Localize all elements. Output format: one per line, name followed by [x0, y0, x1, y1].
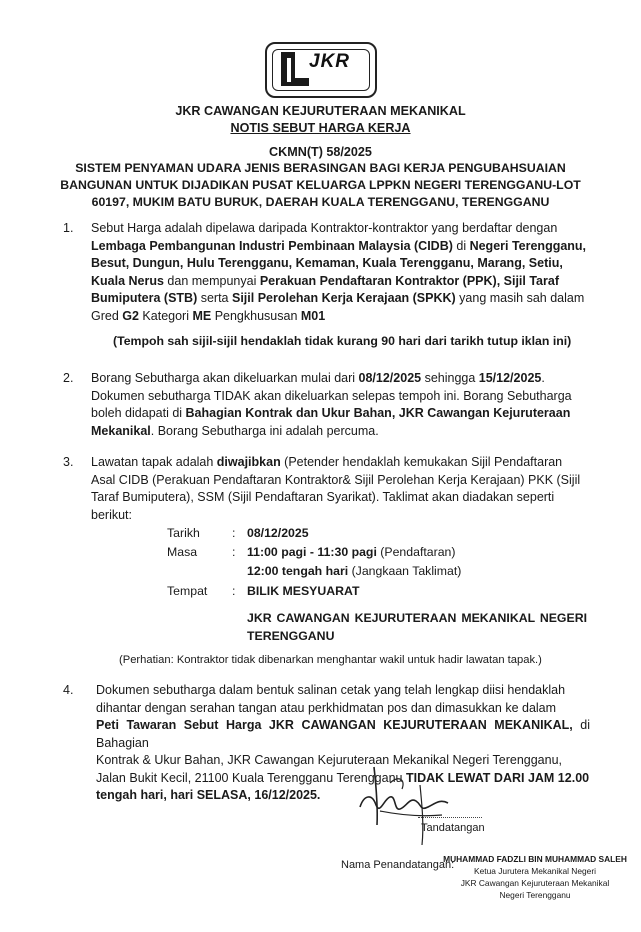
masa-value-2: 12:00 tengah hari (Jangkaan Taklimat) [247, 564, 462, 578]
reference-number: CKMN(T) 58/2025 [269, 145, 372, 159]
stamp-position: Ketua Jurutera Mekanikal Negeri [474, 866, 596, 876]
colon: : [232, 545, 236, 559]
logo-text: JKR [309, 51, 351, 72]
tandatangan-label: Tandatangan [421, 822, 485, 834]
tempat-label: Tempat [167, 584, 208, 598]
jkr-logo [265, 42, 377, 98]
section-2-text: Borang Sebutharga akan dikeluarkan mulai dari 08/12/2025 sehingga 15/12/2025. Dokumen sebutharga TIDAK akan dikeluarkan selepas tempoh ini. Borang Sebutharga boleh didapati di Bahagian Kontrak dan Ukur Bahan, JKR Cawangan Kejuruteraan Mekanikal. Borang Sebutharga ini adalah percuma. [91, 371, 572, 438]
signature-line [418, 817, 482, 818]
masa-value-1: 11:00 pagi - 11:30 pagi (Pendaftaran) [247, 545, 456, 559]
section-3-number: 3. [63, 455, 74, 469]
official-stamp [440, 853, 630, 901]
masa-label: Masa [167, 545, 198, 559]
section-2-number: 2. [63, 371, 74, 385]
tempat-value-3: TERENGGANU [247, 629, 335, 643]
section-3-text: Lawatan tapak adalah diwajibkan (Petender hendaklah kemukakan Sijil Pendaftaran Asal CIDB (Perakuan Pendaftaran Kontraktor& Sijil Perolehan Kerja Kerajaan) PKK (Sijil Taraf Bumiputera), SSM (Sijil Pendaftaran Syarikat). Taklimat akan diadakan seperti berikut: [91, 455, 581, 522]
org-heading: JKR CAWANGAN KEJURUTERAAN MEKANIKAL [175, 104, 466, 118]
section-1-number: 1. [63, 221, 74, 235]
project-title-line-2: BANGUNAN UNTUK DIJADIKAN PUSAT KELUARGA LPPKN NEGERI TERENGGANU-LOT [60, 178, 581, 192]
colon: : [232, 526, 236, 540]
stamp-office: JKR Cawangan Kejuruteraan Mekanikal [460, 878, 610, 888]
section-4-text: Dokumen sebutharga dalam bentuk salinan cetak yang telah lengkap diisi hendaklah dihantar dengan serahan tangan atau perkhidmatan pos dan dimasukkan ke dalam Peti Tawaran Sebut Harga JKR CAWANGAN KEJURUTERAAN MEKANIKAL, di Bahagian Kontrak & Ukur Bahan, JKR Cawangan Kejuruteraan Mekanikal Negeri Terengganu, Jalan Bukit Kecil, 21100 Kuala Terengganu Terengganu TIDAK LEWAT DARI JAM 12.00 tengah hari, hari SELASA, 16/12/2025. [96, 683, 590, 802]
tempat-value-2: JKR CAWANGAN KEJURUTERAAN MEKANIKAL NEGERI [247, 611, 587, 625]
section-1-validity-note: (Tempoh sah sijil-sijil hendaklah tidak kurang 90 hari dari tarikh tutup iklan ini) [113, 334, 572, 348]
section-4-number: 4. [63, 683, 74, 697]
colon: : [232, 584, 236, 598]
nama-penandatangan-label: Nama Penandatangan: [341, 859, 455, 871]
tempat-value-1: BILIK MESYUARAT [247, 584, 360, 598]
handwritten-signature [350, 745, 480, 855]
project-title-line-3: 60197, MUKIM BATU BURUK, DAERAH KUALA TERENGGANU, TERENGGANU [91, 195, 550, 209]
project-title-line-1: SISTEM PENYAMAN UDARA JENIS BERASINGAN BAGI KERJA PENGUBAHSUAIAN [75, 161, 566, 175]
section-1-text: Sebut Harga adalah dipelawa daripada Kontraktor-kontraktor yang berdaftar dengan Lembaga Pembangunan Industri Pembinaan Malaysia (CIDB) di Negeri Terengganu, Besut, Dungun, Hulu Terengganu, Kemaman, Kuala Terengganu, Marang, Setiu, Kuala Nerus dan mempunyai Perakuan Pendaftaran Kontraktor (PPK), Sijil Taraf Bumiputera (STB) serta Sijil Perolehan Kerja Kerajaan (SPKK) yang masih sah dalam Gred G2 Kategori ME Pengkhususan M01 [91, 221, 587, 323]
section-3-warning-note: (Perhatian: Kontraktor tidak dibenarkan menghantar wakil untuk hadir lawatan tapak.) [119, 654, 542, 666]
stamp-name: MUHAMMAD FADZLI BIN MUHAMMAD SALEH [443, 854, 627, 864]
notice-heading: NOTIS SEBUT HARGA KERJA [230, 121, 411, 135]
tarikh-label: Tarikh [167, 526, 200, 540]
stamp-state: Negeri Terengganu [499, 890, 571, 900]
tarikh-value: 08/12/2025 [247, 526, 309, 540]
